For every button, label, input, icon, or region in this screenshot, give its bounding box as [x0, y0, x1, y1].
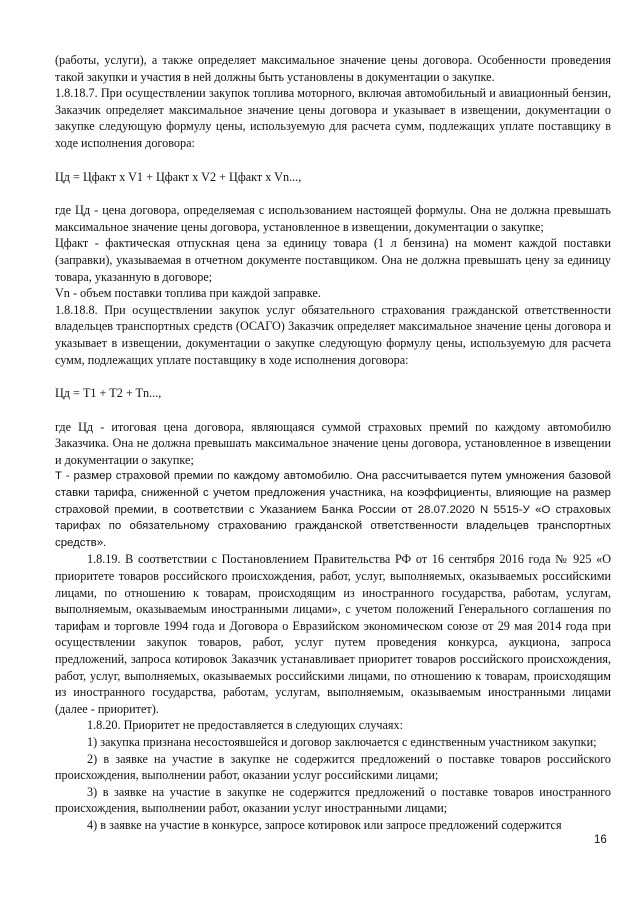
- definition-vn: Vn - объем поставки топлива при каждой заправке.: [55, 286, 321, 301]
- clause-1-8-18-7: 1.8.18.7. При осуществлении закупок топлива моторного, включая автомобильный и авиационный бензин, Заказчик определяет максимальное значение цены договора и указывает в извещении, документации о закупке следующую формулу цены, используемую для расчета сумм, подлежащих уплате поставщику в ходе исполнения договора:: [55, 86, 611, 150]
- list-item-1: 1) закупка признана несостоявшейся и договор заключается с единственным участником закупки;: [87, 734, 597, 749]
- definition-cd-fuel: где Цд - цена договора, определяемая с использованием настоящей формулы. Она не должна превышать максимальное значение цены договора, установленное в извещении, документации о закупке;: [55, 203, 611, 234]
- clause-1-8-18-8: 1.8.18.8. При осуществлении закупок услуг обязательного страхования гражданской ответственности владельцев транспортных средств (ОСАГО) Заказчик определяет максимальное значение цены договора и указывает в извещении, документации о закупке следующую формулу цены, используемую для расчета сумм, подлежащих уплате поставщику в ходе исполнения договора:: [55, 302, 611, 367]
- osago-price-formula: Цд = T1 + T2 + Tn...,: [55, 386, 162, 401]
- clause-1-8-20: 1.8.20. Приоритет не предоставляется в следующих случаях:: [87, 718, 403, 733]
- page-number: 16: [594, 834, 607, 846]
- list-item-4: 4) в заявке на участие в конкурсе, запросе котировок или запросе предложений содержится: [87, 817, 562, 832]
- fuel-price-formula: Цд = Цфакт x V1 + Цфакт x V2 + Цфакт x Vn...,: [55, 169, 302, 184]
- definition-cfakt: Цфакт - фактическая отпускная цена за единицу товара (1 л бензина) на момент каждой поставки (заправки), указываемая в отчетном документе поставщиком. Она не должна превышать цену за единицу товара, указанную в договоре;: [55, 236, 611, 284]
- paragraph-continuation: (работы, услуги), а также определяет максимальное значение цены договора. Особенности проведения такой закупки и участия в ней должны быть установлены в документации о закупке.: [55, 53, 611, 84]
- list-item-3: 3) в заявке на участие в закупке не содержится предложений о поставке товаров иностранного происхождения, выполнении работ, оказании услуг иностранными лицами;: [55, 784, 611, 816]
- definition-t: T - размер страховой премии по каждому автомобилю. Она рассчитывается путем умножения базовой ставки тарифа, сниженной с учетом предложения участника, на коэффициенты, влияющие на размер страховой премии, в соответствии с Указанием Банка России от 28.07.2020 N 5515-У «О страховых тарифах по обязательному страхованию гражданской ответственности владельцев транспортных средств».: [55, 470, 611, 549]
- definition-cd-osago: где Цд - итоговая цена договора, являющаяся суммой страховых премий по каждому автомобилю Заказчика. Она не должна превышать максимальное значение цены договора, установленное в извещении и документации о закупке;: [55, 419, 611, 467]
- document-page: [55, 52, 611, 834]
- list-item-2: 2) в заявке на участие в закупке не содержится предложений о поставке товаров российского происхождения, выполнении работ, оказании услуг российскими лицами;: [55, 751, 611, 783]
- clause-1-8-19: 1.8.19. В соответствии с Постановлением Правительства РФ от 16 сентября 2016 года № 925 «О приоритете товаров российского происхождения, работ, услуг, выполняемых, оказываемых российскими лицами, по отношению к товарам, происходящим из иностранного государства, работам, услугам, выполняемым, оказываемым иностранными лицами», с учетом положений Генерального соглашения по тарифам и торговле 1994 года и Договора о Евразийском экономическом союзе от 29 мая 2014 года при осуществлении закупок товаров, работ, услуг путем проведения конкурса, аукциона, запроса предложений, запроса котировок Заказчик устанавливает приоритет товаров российского происхождения, работ, услуг, выполняемых, оказываемых российскими лицами, по отношению к товарам, происходящим из иностранного государства, работам, услугам, выполняемым, оказываемым иностранными лицами (далее - приоритет).: [55, 552, 611, 716]
